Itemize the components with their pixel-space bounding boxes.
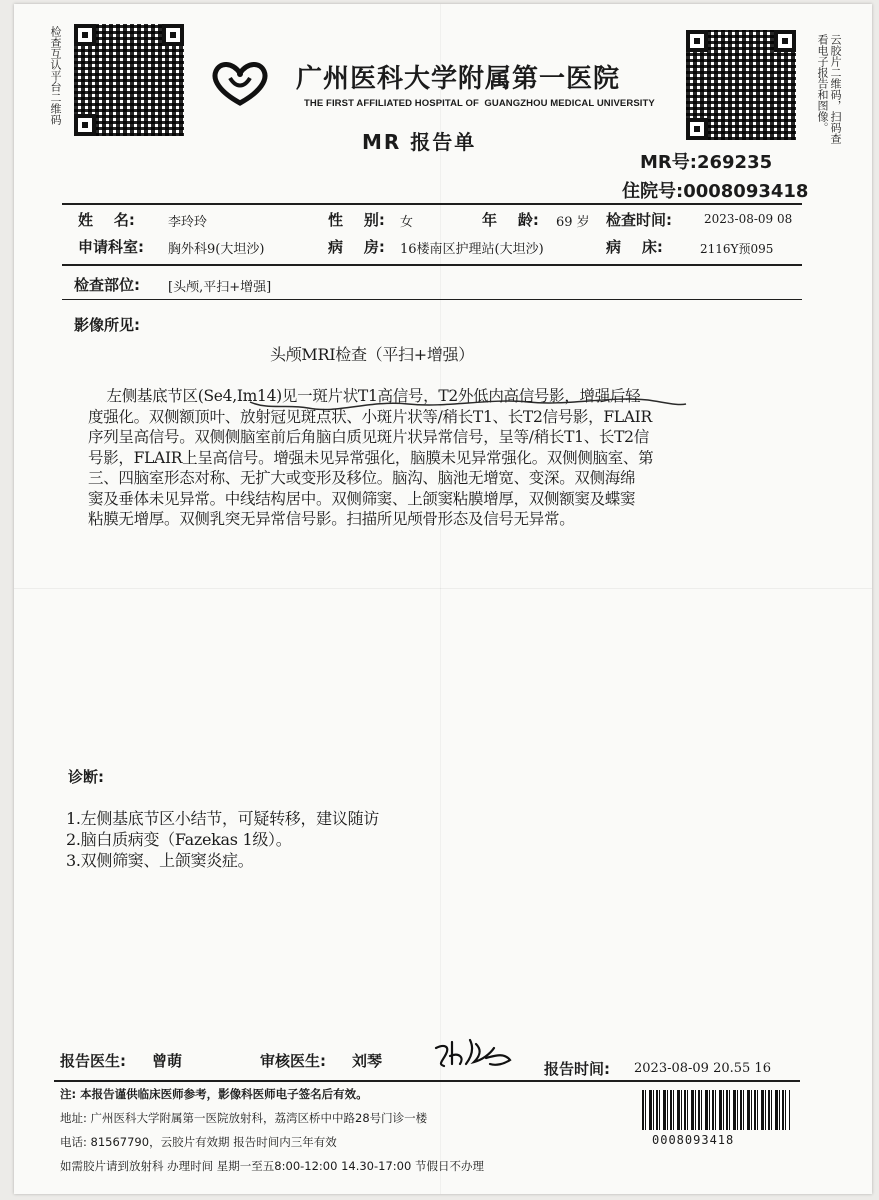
diagnosis-list (66, 808, 379, 871)
diagnosis-item: 3.双侧筛窦、上颌窦炎症。 (66, 851, 254, 870)
findings-line: 左侧基底节区(Se4,Im14)见一斑片状T1高信号，T2外低内高信号影，增强后轻 (88, 387, 641, 405)
dept: 胸外科9(大坦沙) (168, 242, 265, 257)
exam-mutual-recognition-qr-code[interactable] (74, 24, 184, 136)
inpatient-barcode (642, 1090, 790, 1130)
footer-note: 注: 本报告谨供临床医师参考，影像科医师电子签名后有效。 (60, 1087, 368, 1101)
report-title: MR 报告单 (362, 130, 477, 154)
divider (62, 264, 802, 266)
footer-address: 地址: 广州医科大学附属第一医院放射科，荔湾区桥中中路28号门诊一楼 (60, 1111, 428, 1125)
diagnosis-item: 2.脑白质病变（Fazekas 1级）。 (66, 830, 292, 849)
qr-right-caption: 云胶片二维码，扫码查看电子报告和图像。 (816, 34, 842, 144)
diagnosis-item: 1.左侧基底节区小结节，可疑转移，建议随访 (66, 809, 379, 828)
patient-sex: 女 (400, 215, 414, 230)
dept-label: 申请科室: (78, 238, 144, 256)
findings-line: 序列呈高信号。双侧侧脑室前后角脑白质见斑片状异常信号，呈等/稍长T1、长T2信 (88, 428, 649, 446)
findings-line: 三、四脑室形态对称、无扩大或变形及移位。脑沟、脑池无增宽、变深。双侧海绵 (88, 469, 636, 487)
hospital-name-cn: 广州医科大学附属第一医院 (296, 64, 621, 94)
findings-line: 度强化。双侧额顶叶、放射冠见斑点状、小斑片状等/稍长T1、长T2信号影，FLAIR (88, 407, 652, 426)
patient-age-label: 年 龄: (482, 211, 539, 229)
footer-phone: 电话: 81567790，云胶片有效期 报告时间内三年有效 (60, 1135, 337, 1149)
reviewer-label: 审核医生: (260, 1052, 326, 1070)
barcode-number: 0008093418 (652, 1133, 735, 1147)
findings-label: 影像所见: (74, 316, 140, 334)
divider (54, 1080, 800, 1082)
handwritten-underline-mark (248, 392, 688, 418)
findings-line: 粘膜无增厚。双侧乳突无异常信号影。扫描所见颅骨形态及信号无异常。 (88, 510, 575, 528)
exam-part-label: 检查部位: (74, 276, 140, 294)
paper-fold-line (14, 588, 872, 589)
findings-line: 号影，FLAIR上呈高信号。增强未见异常强化，脑膜未见异常强化。双侧侧脑室、第 (88, 448, 654, 467)
patient-name-label: 姓 名: (78, 211, 135, 229)
cloud-film-qr-code[interactable] (686, 30, 796, 140)
qr-left-caption: 检查互认平台二维码 (49, 26, 62, 125)
bed: 2116Y预095 (700, 242, 774, 256)
hospital-logo-icon (210, 58, 270, 108)
report-time: 2023-08-09 20.55 16 (634, 1061, 771, 1076)
divider (62, 203, 802, 205)
findings-title: 头颅MRI检查（平扫+增强） (270, 345, 474, 364)
exam-time: 2023-08-09 08 (704, 212, 793, 226)
inpatient-number: 住院号:0008093418 (622, 181, 809, 202)
hospital-name-en: THE FIRST AFFILIATED HOSPITAL OF GUANGZHOU MEDICAL UNIVERSITY (304, 98, 655, 109)
ward-label: 病 房: (328, 238, 385, 256)
report-time-label: 报告时间: (544, 1060, 610, 1078)
diagnosis-label: 诊断: (68, 768, 104, 786)
exam-time-label: 检查时间: (606, 211, 672, 229)
ward: 16楼南区护理站(大坦沙) (400, 242, 544, 257)
reporter-name: 曾萌 (152, 1052, 183, 1070)
paper-fold-line (440, 4, 441, 1194)
exam-part: [头颅,平扫+增强] (168, 280, 272, 295)
patient-age: 69 岁 (556, 215, 590, 230)
reviewer-signature (430, 1034, 520, 1074)
footer-film-info: 如需胶片请到放射科 办理时间 星期一至五8:00-12:00 14.30-17:00 节假日不办理 (60, 1159, 484, 1173)
bed-label: 病 床: (606, 238, 663, 256)
divider (62, 299, 802, 300)
patient-name: 李玲玲 (168, 215, 208, 230)
patient-sex-label: 性 别: (328, 211, 385, 229)
reviewer-name: 刘琴 (352, 1052, 383, 1070)
mr-number: MR号:269235 (640, 152, 773, 173)
findings-line: 窦及垂体未见异常。中线结构居中。双侧筛窦、上颌窦粘膜增厚，双侧额窦及蝶窦 (88, 489, 636, 508)
reporter-label: 报告医生: (60, 1052, 126, 1070)
